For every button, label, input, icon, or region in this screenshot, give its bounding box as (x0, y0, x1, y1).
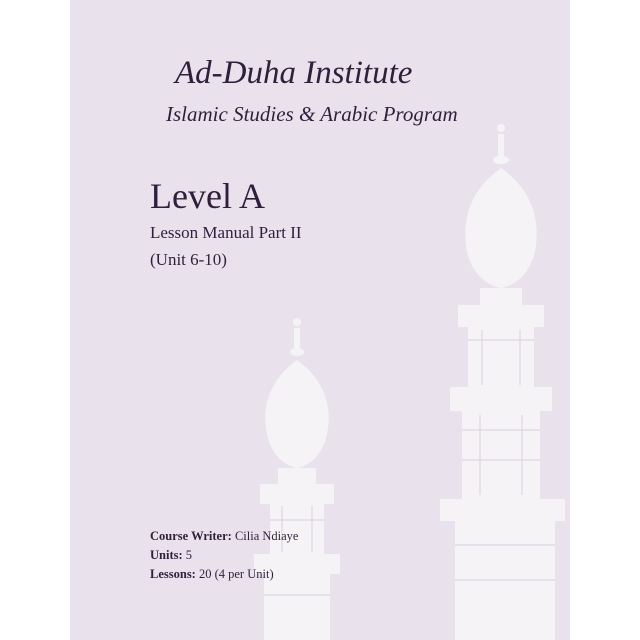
course-writer-value: Cilia Ndiaye (234, 529, 299, 543)
course-writer-row (150, 527, 298, 546)
unit-range: (Unit 6-10) (150, 250, 227, 269)
minaret-image (70, 0, 570, 640)
units-label: Units: (150, 548, 183, 562)
lessons-row (150, 565, 298, 584)
institute-title: Ad-Duha Institute (175, 55, 413, 91)
lessons-value: 20 (4 per Unit) (198, 567, 274, 581)
program-subtitle: Islamic Studies & Arabic Program (166, 102, 458, 126)
left-minaret (254, 318, 340, 640)
lessons-label: Lessons: (150, 567, 196, 581)
course-writer-label: Course Writer: (150, 529, 232, 543)
right-minaret (440, 124, 565, 640)
units-value: 5 (185, 548, 193, 562)
units-row (150, 546, 298, 565)
course-info (150, 527, 298, 584)
book-cover (70, 0, 570, 640)
level-heading: Level A (150, 176, 265, 216)
manual-part: Lesson Manual Part II (150, 223, 302, 242)
